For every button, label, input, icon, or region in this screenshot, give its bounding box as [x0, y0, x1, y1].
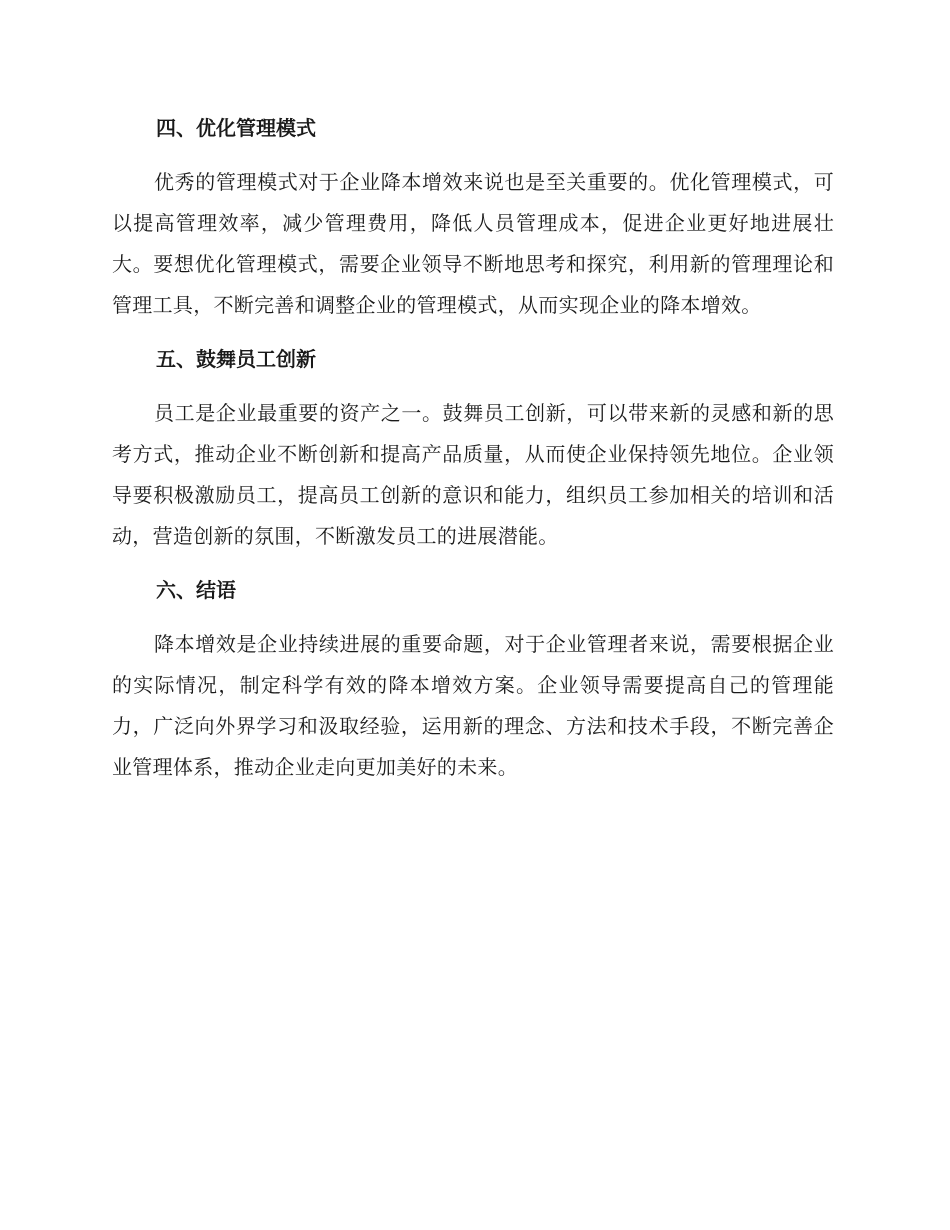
section-paragraph-employee-innovation: 员工是企业最重要的资产之一。鼓舞员工创新，可以带来新的灵感和新的思考方式，推动企业不断创新和提高产品质量，从而使企业保持领先地位。企业领导要积极激励员工，提高员工创新的意识和能力，组织员工参加相关的培训和活动，营造创新的氛围，不断激发员工的进展潜能。 — [112, 401, 834, 548]
section-paragraph-optimize-management: 优秀的管理模式对于企业降本增效来说也是至关重要的。优化管理模式，可以提高管理效率，减少管理费用，降低人员管理成本，促进企业更好地进展壮大。要想优化管理模式，需要企业领导不断地思考和探究，利用新的管理理论和管理工具，不断完善和调整企业的管理模式，从而实现企业的降本增效。 — [112, 170, 834, 317]
section-heading-employee-innovation: 五、鼓舞员工创新 — [156, 347, 316, 371]
document-page — [112, 108, 834, 788]
section-heading-optimize-management: 四、优化管理模式 — [156, 116, 316, 140]
section-heading-conclusion: 六、结语 — [156, 578, 236, 602]
section-paragraph-conclusion: 降本增效是企业持续进展的重要命题，对于企业管理者来说，需要根据企业的实际情况，制定科学有效的降本增效方案。企业领导需要提高自己的管理能力，广泛向外界学习和汲取经验，运用新的理念、方法和技术手段，不断完善企业管理体系，推动企业走向更加美好的未来。 — [112, 632, 834, 779]
